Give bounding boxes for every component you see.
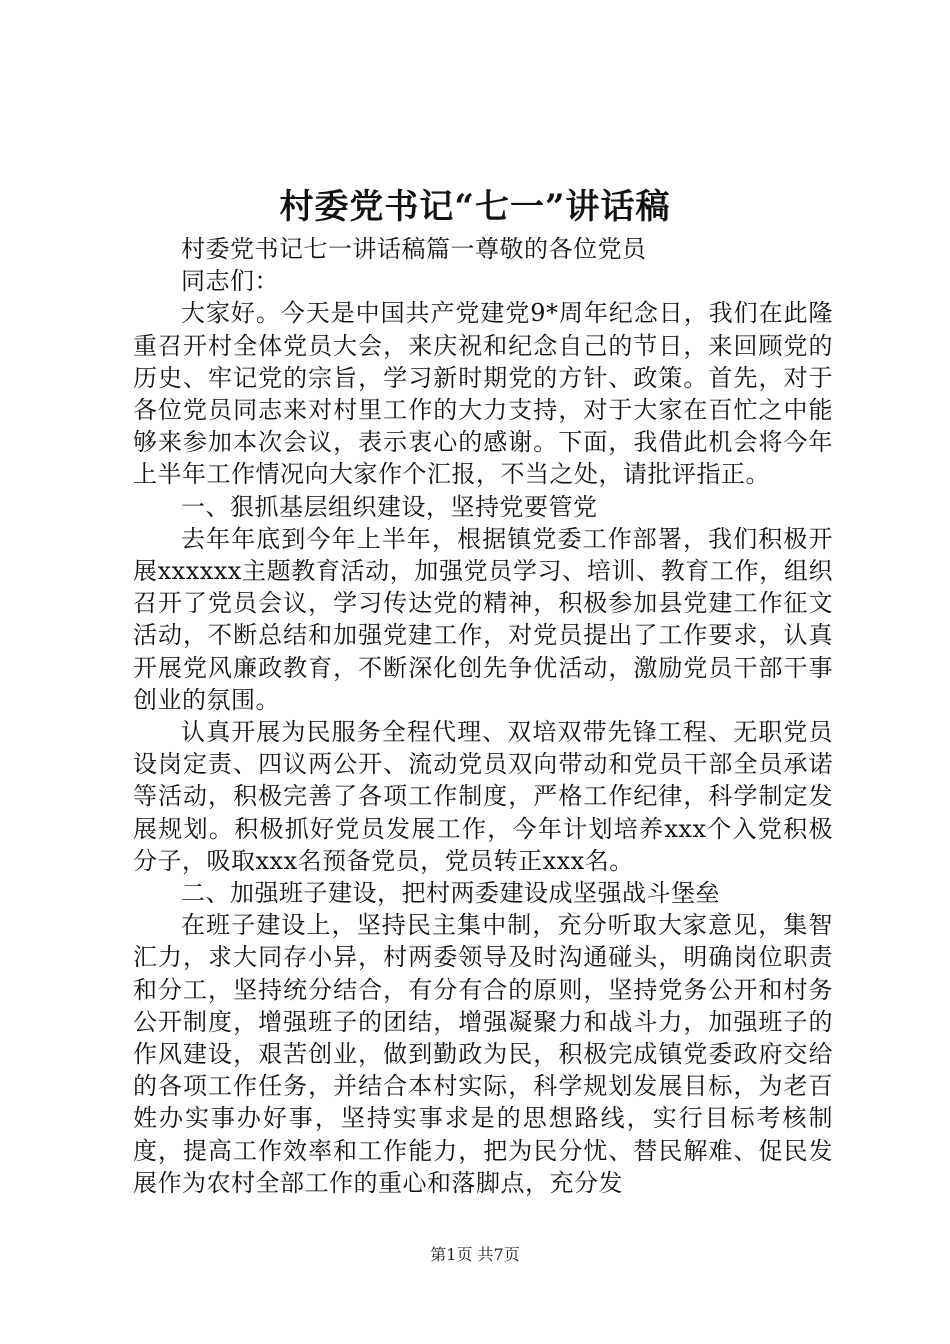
paragraph-salutation: 同志们： bbox=[181, 267, 279, 296]
document-title: 村委党书记“七一”讲话稿 bbox=[279, 187, 671, 227]
paragraph-section-1-a: 去年年底到今年上半年，根据镇党委工作部署，我们积极开展xxxxxx主题教育活动，加强党员学习、培训、教育工作，组织召开了党员会议，学习传达党的精神，积极参加县党建工作征文活动，不断总结和加强党建工作，对党员提出了工作要求，认真开展党风廉政教育，不断深化创先争优活动，激励党员干部干事创业的氛围。 bbox=[133, 524, 833, 714]
paragraph-greeting: 村委党书记七一讲话稿篇一尊敬的各位党员 bbox=[181, 235, 647, 263]
section-heading-1: 一、狠抓基层组织建设，坚持党要管党 bbox=[181, 492, 598, 521]
page-number-footer: 第1页 共7页 bbox=[430, 1245, 520, 1264]
section-heading-2: 二、加强班子建设，把村两委建设成坚强战斗堡垒 bbox=[181, 879, 720, 908]
document-body bbox=[133, 233, 833, 1199]
paragraph-section-2: 在班子建设上，坚持民主集中制，充分听取大家意见，集智汇力，求大同存小异，村两委领导及时沟通碰头，明确岗位职责和分工，坚持统分结合，有分有合的原则，坚持党务公开和村务公开制度，增强班子的团结，增强凝聚力和战斗力，加强班子的作风建设，艰苦创业，做到勤政为民，积极完成镇党委政府交给的各项工作任务，并结合本村实际，科学规划发展目标，为老百姓办实事办好事，坚持实事求是的思想路线，实行目标考核制度，提高工作效率和工作能力，把为民分忧、替民解难、促民发展作为农村全部工作的重心和落脚点，充分发 bbox=[133, 911, 833, 1197]
paragraph-opening: 大家好。今天是中国共产党建党9*周年纪念日，我们在此隆重召开村全体党员大会，来庆祝和纪念自己的节日，来回顾党的历史、牢记党的宗旨，学习新时期党的方针、政策。首先，对于各位党员同志来对村里工作的大力支持，对于大家在百忙之中能够来参加本次会议，表示衷心的感谢。下面，我借此机会将今年上半年工作情况向大家作个汇报，不当之处，请批评指正。 bbox=[133, 299, 833, 489]
paragraph-section-1-b: 认真开展为民服务全程代理、双培双带先锋工程、无职党员设岗定责、四议两公开、流动党员双向带动和党员干部全员承诺等活动，积极完善了各项工作制度，严格工作纪律，科学制定发展规划。积极抓好党员发展工作，今年计划培养xxx个入党积极分子，吸取xxx名预备党员，党员转正xxx名。 bbox=[133, 718, 833, 875]
